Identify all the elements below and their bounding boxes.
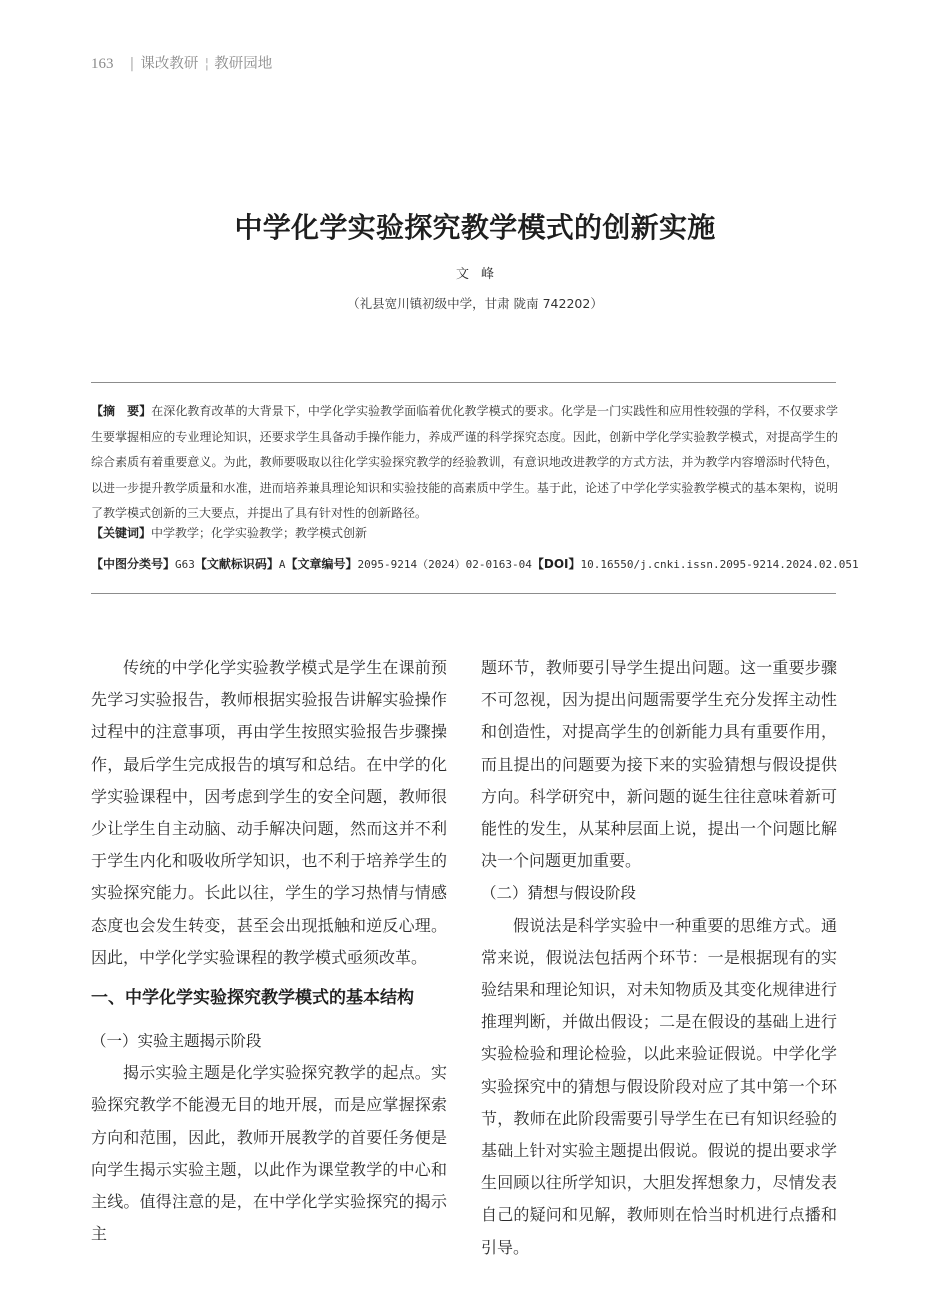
doi-label: 【DOI】 bbox=[531, 557, 581, 571]
body-paragraph: 假说法是科学实验中一种重要的思维方式。通常来说，假说法包括两个环节：一是根据现有的实验结果和理论知识，对未知物质及其变化规律进行推理判断，并做出假设；二是在假设的基础上进行实验检验和理论检验，以此来验证假说。中学化学实验探究中的猜想与假设阶段对应了其中第一个环节，教师在此阶段需要引导学生在已有知识经验的基础上针对实验主题提出假说。假说的提出要求学生回顾以往所学知识，大胆发挥想象力，尽情发表自己的疑问和见解，教师则在恰当时机进行点播和引导。 bbox=[481, 915, 837, 1257]
abstract-label: 【摘 要】 bbox=[91, 404, 152, 418]
classification-line bbox=[91, 552, 859, 577]
page-number: 163 bbox=[91, 56, 114, 72]
body-paragraph: 揭示实验主题是化学实验探究教学的起点。实验探究教学不能漫无目的地开展，而是应掌握探索方向和范围，因此，教师开展教学的首要任务便是向学生揭示实验主题，以此作为课堂教学的中心和主线。值得注意的是，在中学化学实验探究的揭示主 bbox=[91, 1063, 447, 1244]
author-affiliation: （礼县宽川镇初级中学，甘肃 陇南 742202） bbox=[347, 296, 603, 311]
body-paragraph-continued: 题环节，教师要引导学生提出问题。这一重要步骤不可忽视，因为提出问题需要学生充分发挥主动性和创造性，对提高学生的创新能力具有重要作用，而且提出的问题要为接下来的实验猜想与假设提供方向。科学研究中，新问题的诞生往往意味着新可能性的发生，从某种层面上说，提出一个问题比解决一个问题更加重要。 bbox=[481, 658, 837, 871]
intro-paragraph: 传统的中学化学实验教学模式是学生在课前预先学习实验报告，教师根据实验报告讲解实验操作过程中的注意事项，再由学生按照实验报告步骤操作，最后学生完成报告的填写和总结。在中学的化学实验课程中，因考虑到学生的安全问题，教师很少让学生自主动脑、动手解决问题，然而这并不利于学生内化和吸收所学知识，也不利于培养学生的实验探究能力。长此以往，学生的学习热情与情感态度也会发生转变，甚至会出现抵触和逆反心理。因此，中学化学实验课程的教学模式亟须改革。 bbox=[91, 658, 447, 967]
article-number-value: 2095-9214（2024）02-0163-04 bbox=[357, 558, 532, 571]
abstract bbox=[91, 399, 838, 527]
doc-code-value: A bbox=[278, 558, 286, 571]
article-number bbox=[286, 552, 532, 577]
bottom-rule bbox=[91, 593, 836, 594]
top-rule bbox=[91, 382, 836, 383]
keywords bbox=[91, 523, 838, 543]
doc-code bbox=[195, 552, 286, 577]
author-name: 文峰 bbox=[455, 267, 506, 282]
subsection-heading: （一）实验主题揭示阶段 bbox=[91, 1032, 262, 1051]
section-heading: 一、中学化学实验探究教学模式的基本结构 bbox=[91, 988, 414, 1009]
subsection-heading: （二）猜想与假设阶段 bbox=[481, 884, 637, 903]
divider: | bbox=[129, 56, 135, 72]
abstract-text: 在深化教育改革的大背景下，中学化学实验教学面临着优化教学模式的要求。化学是一门实践性和应用性较强的学科，不仅要求学生要掌握相应的专业理论知识，还要求学生具备动手操作能力，养成严谨的科学探究态度。因此，创新中学化学实验教学模式，对提高学生的综合素质有着重要意义。为此，教师要吸取以往化学实验探究教学的经验教训，有意识地改进教学的方式方法，并为教学内容增添时代特色，以进一步提升教学质量和水准，进而培养兼具理论知识和实验技能的高素质中学生。基于此，论述了中学化学实验教学模式的基本架构，说明了教学模式创新的三大要点，并提出了具有针对性的创新路径。 bbox=[91, 404, 838, 521]
subsection-name: 教研园地 bbox=[214, 56, 273, 72]
clc-label: 【中图分类号】 bbox=[91, 557, 176, 571]
left-column bbox=[91, 652, 447, 1250]
doi bbox=[532, 552, 859, 577]
section-name: 课改教研 bbox=[140, 56, 199, 72]
article-number-label: 【文章编号】 bbox=[285, 557, 358, 571]
clc bbox=[91, 552, 195, 577]
running-head bbox=[91, 52, 272, 73]
keywords-label: 【关键词】 bbox=[91, 526, 152, 540]
clc-value: G63 bbox=[175, 558, 195, 571]
keywords-text: 中学教学；化学实验教学；教学模式创新 bbox=[151, 526, 368, 540]
doi-value: 10.16550/j.cnki.issn.2095-9214.2024.02.051 bbox=[580, 558, 859, 571]
divider-dotted: ¦ bbox=[204, 56, 209, 72]
article-title: 中学化学实验探究教学模式的创新实施 bbox=[234, 211, 716, 244]
doc-code-label: 【文献标识码】 bbox=[194, 557, 279, 571]
right-column bbox=[481, 652, 837, 1264]
